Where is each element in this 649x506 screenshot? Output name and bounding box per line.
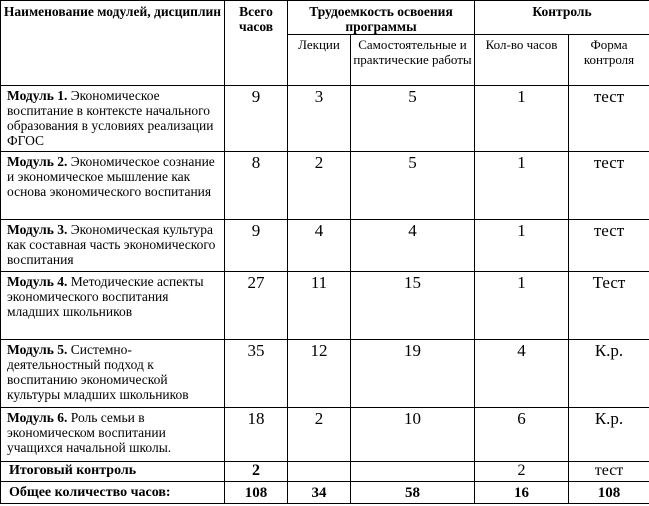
grand-total-count: 16 (475, 482, 569, 504)
lectures-cell: 12 (288, 340, 351, 408)
practice-cell: 5 (351, 152, 475, 220)
count-cell: 4 (475, 340, 569, 408)
module-cell (1, 220, 225, 272)
total-cell: 27 (225, 272, 288, 340)
module-cell (1, 272, 225, 340)
module-title: Методические аспекты экономического воспитания младших школьников (7, 274, 204, 319)
grand-total-form: 108 (569, 482, 649, 504)
final-control-row (1, 462, 649, 482)
header-total-hours: Всего часов (225, 1, 288, 86)
module-title: Экономическое воспитание в контексте начального образования в условиях реализации ФГОС (7, 88, 214, 148)
practice-cell: 19 (351, 340, 475, 408)
practice-cell: 4 (351, 220, 475, 272)
module-cell (1, 86, 225, 152)
grand-total-row (1, 482, 649, 504)
total-cell: 8 (225, 152, 288, 220)
grand-total-label: Общее количество часов: (1, 482, 225, 504)
final-control-count: 2 (475, 462, 569, 482)
table-row (1, 408, 649, 462)
practice-cell: 15 (351, 272, 475, 340)
header-module-name: Наименование модулей, дисциплин (1, 1, 225, 86)
header-practice: Самостоятельные и практические работы (351, 35, 475, 86)
form-cell: К.р. (569, 340, 649, 408)
final-control-lectures (288, 462, 351, 482)
module-label: Модуль 1. (7, 88, 68, 103)
count-cell: 1 (475, 220, 569, 272)
count-cell: 6 (475, 408, 569, 462)
final-control-label: Итоговый контроль (1, 462, 225, 482)
form-cell: Тест (569, 272, 649, 340)
header-control-count: Кол-во часов (475, 35, 569, 86)
grand-total-practice: 58 (351, 482, 475, 504)
practice-cell: 10 (351, 408, 475, 462)
final-control-form: тест (569, 462, 649, 482)
form-cell: К.р. (569, 408, 649, 462)
form-cell: тест (569, 220, 649, 272)
final-control-total: 2 (225, 462, 288, 482)
header-control-form: Форма контроля (569, 35, 649, 86)
practice-cell: 5 (351, 86, 475, 152)
module-label: Модуль 4. (7, 274, 68, 289)
table-row (1, 272, 649, 340)
final-control-practice (351, 462, 475, 482)
module-title: Экономическая культура как составная часть экономического воспитания (7, 222, 216, 267)
module-title: Роль семьи в экономическом воспитании учащихся начальной школы. (7, 410, 172, 455)
form-cell: тест (569, 152, 649, 220)
lectures-cell: 3 (288, 86, 351, 152)
module-cell (1, 340, 225, 408)
header-lectures: Лекции (288, 35, 351, 86)
module-label: Модуль 2. (7, 154, 68, 169)
lectures-cell: 11 (288, 272, 351, 340)
total-cell: 9 (225, 86, 288, 152)
table-row (1, 152, 649, 220)
count-cell: 1 (475, 152, 569, 220)
count-cell: 1 (475, 86, 569, 152)
table-row (1, 220, 649, 272)
count-cell: 1 (475, 272, 569, 340)
lectures-cell: 2 (288, 408, 351, 462)
form-cell: тест (569, 86, 649, 152)
module-title: Экономическое сознание и экономическое мышление как основа экономического воспитания (7, 154, 215, 199)
module-title: Системно-деятельностный подход к воспитанию экономической культуры младших школьников (7, 342, 189, 402)
grand-total-lectures: 34 (288, 482, 351, 504)
total-cell: 9 (225, 220, 288, 272)
lectures-cell: 4 (288, 220, 351, 272)
lectures-cell: 2 (288, 152, 351, 220)
table-row (1, 340, 649, 408)
total-cell: 35 (225, 340, 288, 408)
table-row (1, 86, 649, 152)
module-cell (1, 152, 225, 220)
module-label: Модуль 3. (7, 222, 68, 237)
total-cell: 18 (225, 408, 288, 462)
module-cell (1, 408, 225, 462)
grand-total-hours: 108 (225, 482, 288, 504)
module-label: Модуль 5. (7, 342, 68, 357)
module-label: Модуль 6. (7, 410, 68, 425)
header-control: Контроль (475, 1, 649, 35)
header-labor: Трудоемкость освоения программы (288, 1, 475, 35)
